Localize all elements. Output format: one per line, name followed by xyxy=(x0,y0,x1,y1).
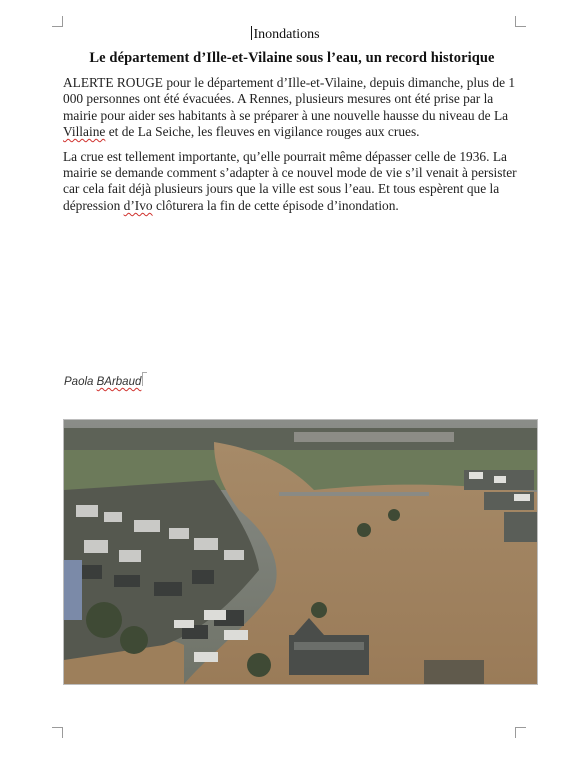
misspelled-word[interactable]: Villaine xyxy=(63,124,106,140)
text-boundary-mark xyxy=(142,372,147,386)
header-title-text: Inondations xyxy=(253,27,320,42)
author-last-name[interactable]: BArbaud xyxy=(96,376,142,388)
page-corner-mark-bottom-left xyxy=(52,727,63,738)
document-header[interactable] xyxy=(0,26,571,43)
paragraph-1-text-end: et de La Seiche, les fleuves en vigilance rouges aux crues. xyxy=(105,124,420,140)
paragraph-1 xyxy=(63,75,523,141)
misspelled-word[interactable]: d’Ivo xyxy=(123,197,153,213)
author-signature xyxy=(64,372,147,388)
article-title: Le département d’Ille-et-Vilaine sous l’eau, un record historique xyxy=(89,50,495,66)
alert-lead: ALERTE ROUGE pour le département d’Ille-et-Vilaine, xyxy=(63,75,367,90)
author-first-name: Paola xyxy=(64,376,97,388)
article-body xyxy=(63,75,523,222)
paragraph-2 xyxy=(63,149,523,215)
flood-photo[interactable] xyxy=(63,419,538,685)
paragraph-2-text: La crue est tellement importante, qu’elle pourrait même dépasser celle de 1936. La mairie se demande comment s’adapter à ce nouvel mode de vie s’il venait à persister car cela fait déjà plusieurs jours que la ville est sous l’eau. Et tous espèrent que la dépression xyxy=(63,148,517,213)
paragraph-1-text: depuis dimanche, plus de 1 000 personnes ont été évacuées. A Rennes, plusieurs mesures ont été prise par la mairie pour aider ses habitants à se préparer à une nouvelle hausse du niveau de La xyxy=(63,75,516,123)
paragraph-2-text-end: clôturera la fin de cette épisode d’inondation. xyxy=(152,197,399,213)
page-corner-mark-bottom-right xyxy=(515,727,526,738)
